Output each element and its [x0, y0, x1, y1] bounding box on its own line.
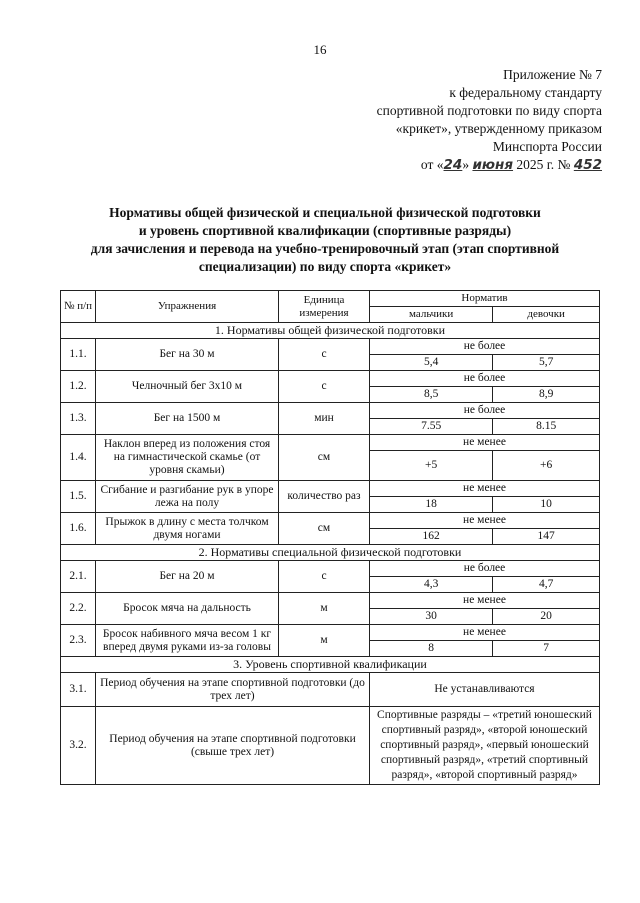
row-num: 3.1. — [61, 673, 96, 707]
value-girls: 7 — [493, 641, 600, 657]
value-boys: +5 — [370, 451, 493, 481]
row-qualifier: не более — [370, 561, 600, 577]
appendix-block — [332, 66, 602, 174]
row-unit: с — [279, 561, 370, 593]
row-qualifier: не более — [370, 339, 600, 355]
row-qualification: Спортивные разряды – «третий юношеский спортивный разряд», «второй юношеский спортивный разряд», «первый юношеский спортивный разряд», «третий спортивный разряд», «второй спортивный разряд» — [370, 707, 600, 785]
title-line: специализации) по виду спорта «крикет» — [198, 259, 452, 274]
table-row — [61, 435, 600, 451]
title-line: Нормативы общей физической и специальной физической подготовки — [109, 205, 541, 220]
row-num: 1.2. — [61, 371, 96, 403]
row-unit: мин — [279, 403, 370, 435]
value-girls: +6 — [493, 451, 600, 481]
row-qualifier: не более — [370, 371, 600, 387]
value-girls: 4,7 — [493, 577, 600, 593]
date-day: 24 — [443, 157, 463, 173]
row-exercise: Бросок набивного мяча весом 1 кг вперед двумя руками из-за головы — [96, 625, 279, 657]
row-qualifier: не более — [370, 403, 600, 419]
row-num: 1.3. — [61, 403, 96, 435]
row-num: 1.6. — [61, 513, 96, 545]
row-num: 1.4. — [61, 435, 96, 481]
value-girls: 20 — [493, 609, 600, 625]
row-unit: с — [279, 339, 370, 371]
appendix-line: спортивной подготовки по виду спорта — [376, 103, 602, 118]
row-exercise: Бег на 20 м — [96, 561, 279, 593]
row-unit: с — [279, 371, 370, 403]
row-exercise: Наклон вперед из положения стоя на гимнастической скамье (от уровня скамьи) — [96, 435, 279, 481]
table-row — [61, 371, 600, 387]
table-row — [61, 625, 600, 641]
page-number: 16 — [313, 42, 327, 57]
header-unit: Единица измерения — [279, 291, 370, 323]
row-exercise: Челночный бег 3х10 м — [96, 371, 279, 403]
section-row — [61, 323, 600, 339]
appendix-line: Приложение № 7 — [503, 67, 602, 82]
appendix-line: Минспорта России — [492, 139, 602, 154]
value-boys: 5,4 — [370, 355, 493, 371]
section-title: 3. Уровень спортивной квалификации — [61, 657, 600, 673]
value-boys: 162 — [370, 529, 493, 545]
title-line: для зачисления и перевода на учебно-тренировочный этап (этап спортивной — [90, 241, 560, 256]
table-row — [61, 513, 600, 529]
row-unit: м — [279, 625, 370, 657]
row-period: Период обучения на этапе спортивной подготовки (свыше трех лет) — [96, 707, 370, 785]
order-date-line — [332, 156, 602, 174]
value-girls: 8,9 — [493, 387, 600, 403]
norms-table — [60, 290, 600, 785]
header-girls: девочки — [493, 307, 600, 323]
row-exercise: Сгибание и разгибание рук в упоре лежа на полу — [96, 481, 279, 513]
row-num: 2.3. — [61, 625, 96, 657]
table-row — [61, 593, 600, 609]
row-unit: количество раз — [279, 481, 370, 513]
value-boys: 4,3 — [370, 577, 493, 593]
row-period: Период обучения на этапе спортивной подготовки (до трех лет) — [96, 673, 370, 707]
section-row — [61, 657, 600, 673]
value-girls: 8.15 — [493, 419, 600, 435]
section-row — [61, 545, 600, 561]
row-qualifier: не менее — [370, 625, 600, 641]
value-girls: 147 — [493, 529, 600, 545]
section-title: 2. Нормативы специальной физической подготовки — [61, 545, 600, 561]
row-qualification: Не устанавливаются — [370, 673, 600, 707]
date-prefix: от « — [420, 157, 444, 172]
row-num: 2.2. — [61, 593, 96, 625]
table-row — [61, 707, 600, 785]
row-num: 2.1. — [61, 561, 96, 593]
row-exercise: Прыжок в длину с места толчком двумя ногами — [96, 513, 279, 545]
value-boys: 8,5 — [370, 387, 493, 403]
value-boys: 7.55 — [370, 419, 493, 435]
row-exercise: Бег на 30 м — [96, 339, 279, 371]
header-exercise: Упражнения — [96, 291, 279, 323]
table-row — [61, 673, 600, 707]
row-qualifier: не менее — [370, 435, 600, 451]
table-row — [61, 481, 600, 497]
order-number: 452 — [573, 157, 602, 173]
appendix-line: «крикет», утвержденному приказом — [395, 121, 602, 136]
table-row — [61, 339, 600, 355]
header-norm: Норматив — [370, 291, 600, 307]
value-boys: 18 — [370, 497, 493, 513]
row-exercise: Бег на 1500 м — [96, 403, 279, 435]
row-unit: м — [279, 593, 370, 625]
row-qualifier: не менее — [370, 513, 600, 529]
row-unit: см — [279, 513, 370, 545]
row-qualifier: не менее — [370, 593, 600, 609]
header-num: № п/п — [61, 291, 96, 323]
row-num: 1.5. — [61, 481, 96, 513]
date-month: июня — [472, 157, 514, 173]
row-num: 3.2. — [61, 707, 96, 785]
table-row — [61, 561, 600, 577]
document-title — [60, 204, 590, 276]
value-boys: 8 — [370, 641, 493, 657]
header-row — [61, 291, 600, 307]
row-num: 1.1. — [61, 339, 96, 371]
appendix-line: к федеральному стандарту — [449, 85, 602, 100]
date-year: 2025 г. № — [516, 157, 571, 172]
date-mid: » — [462, 157, 470, 172]
value-girls: 10 — [493, 497, 600, 513]
row-unit: см — [279, 435, 370, 481]
header-boys: мальчики — [370, 307, 493, 323]
value-girls: 5,7 — [493, 355, 600, 371]
table-row — [61, 403, 600, 419]
value-boys: 30 — [370, 609, 493, 625]
row-qualifier: не менее — [370, 481, 600, 497]
title-line: и уровень спортивной квалификации (спортивные разряды) — [138, 223, 512, 238]
section-title: 1. Нормативы общей физической подготовки — [61, 323, 600, 339]
row-exercise: Бросок мяча на дальность — [96, 593, 279, 625]
